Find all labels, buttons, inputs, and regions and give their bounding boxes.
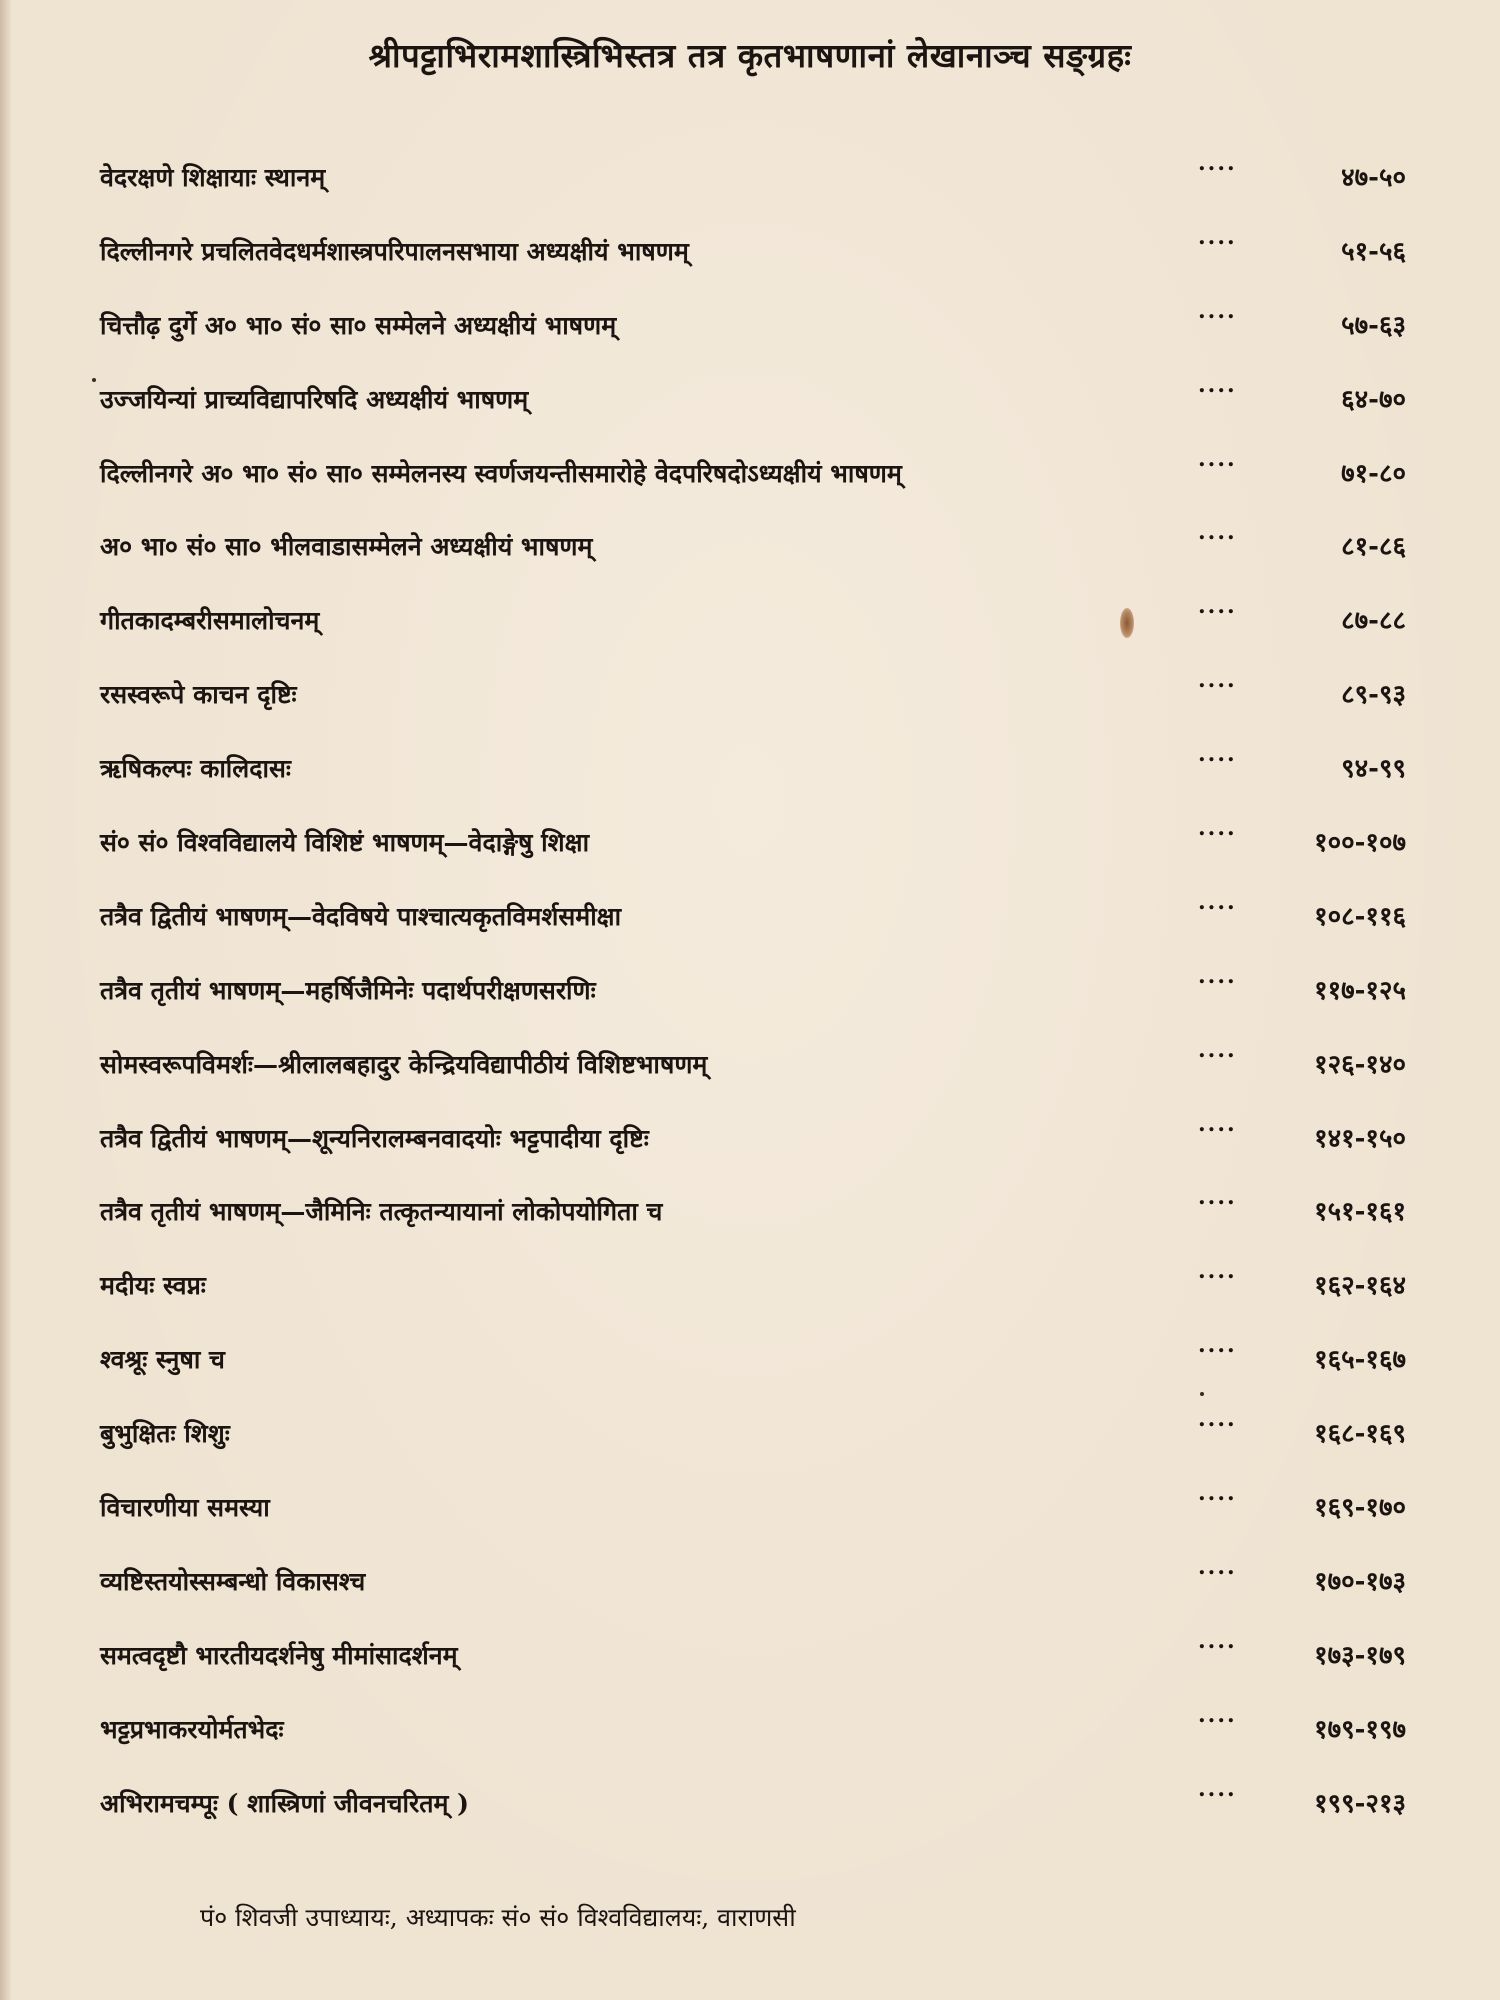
contents-entry: [100, 150, 1412, 224]
entry-page-range: १६९-१७०: [1314, 1493, 1406, 1524]
contents-entry: [100, 1111, 1412, 1185]
contents-entry: [100, 1406, 1412, 1480]
paper-speck: [92, 378, 96, 382]
entry-page-range: १९९-२१३: [1314, 1788, 1406, 1819]
entry-page-range: ८१-८६: [1341, 532, 1406, 563]
entry-leader-dots: ....: [1198, 445, 1237, 472]
contents-entry: [100, 1554, 1412, 1628]
paper-speck: [1200, 1392, 1204, 1396]
entry-title: ऋषिकल्पः कालिदासः: [100, 754, 291, 784]
entry-leader-dots: ....: [1198, 741, 1237, 768]
entry-title: समत्वदृष्टौ भारतीयदर्शनेषु मीमांसादर्शनम्: [100, 1640, 458, 1670]
entry-title: तत्रैव द्वितीयं भाषणम्—वेदविषये पाश्चात्यकृतविमर्शसमीक्षा: [100, 901, 622, 931]
entry-title: गीतकादम्बरीसमालोचनम्: [100, 606, 320, 636]
entry-page-range: ११७-१२५: [1314, 975, 1406, 1006]
entry-leader-dots: ....: [1198, 150, 1237, 176]
entry-page-range: १४१-१५०: [1314, 1123, 1406, 1154]
contents-entry: [100, 1776, 1412, 1850]
entry-page-range: ९४-९९: [1341, 754, 1406, 785]
entry-title: मदीयः स्वप्नः: [100, 1271, 206, 1301]
entry-leader-dots: ....: [1198, 223, 1237, 250]
contents-entry: [100, 372, 1412, 446]
entry-page-range: १७३-१७९: [1314, 1640, 1406, 1671]
entry-title: सं० सं० विश्वविद्यालये विशिष्टं भाषणम्—वेदाङ्गेषु शिक्षा: [100, 828, 590, 858]
contents-entry: [100, 815, 1412, 889]
entry-page-range: १२६-१४०: [1314, 1049, 1406, 1080]
entry-page-range: १७९-१९७: [1314, 1714, 1406, 1745]
entry-title: उज्जयिन्यां प्राच्यविद्यापरिषदि अध्यक्षीयं भाषणम्: [100, 384, 529, 414]
entry-leader-dots: ....: [1198, 1775, 1237, 1802]
contents-entry: [100, 519, 1412, 593]
contents-entry: [100, 1258, 1412, 1332]
contents-entry: [100, 1480, 1412, 1554]
page-heading: श्रीपट्टाभिरामशास्त्रिभिस्तत्र तत्र कृतभाषणानां लेखानाञ्च सङ्ग्रहः: [368, 36, 1132, 75]
entry-title: दिल्लीनगरे अ० भा० सं० सा० सम्मेलनस्य स्वर्णजयन्तीसमारोहे वेदपरिषदोऽध्यक्षीयं भाषणम्: [100, 458, 902, 488]
entry-page-range: १५१-१६१: [1314, 1197, 1406, 1228]
entry-leader-dots: ....: [1198, 1184, 1237, 1211]
entry-title: अभिरामचम्पूः ( शास्त्रिणां जीवनचरितम् ): [100, 1788, 469, 1818]
entry-leader-dots: ....: [1198, 1701, 1237, 1728]
entry-title: तत्रैव द्वितीयं भाषणम्—शून्यनिरालम्बनवादयोः भट्टपादीया दृष्टिः: [100, 1123, 649, 1153]
entry-leader-dots: ....: [1198, 1110, 1237, 1137]
contents-entry: [100, 667, 1412, 741]
entry-leader-dots: ....: [1198, 1480, 1237, 1507]
entry-leader-dots: ....: [1198, 667, 1237, 694]
entry-leader-dots: ....: [1198, 888, 1237, 915]
page-edge-shadow: [0, 0, 12, 2000]
entry-page-range: ७१-८०: [1341, 458, 1406, 489]
entry-title: चित्तौढ़ दुर्गे अ० भा० सं० सा० सम्मेलने अध्यक्षीयं भाषणम्: [100, 310, 617, 340]
entry-leader-dots: ....: [1198, 815, 1237, 842]
entry-title: तत्रैव तृतीयं भाषणम्—जैमिनिः तत्कृतन्यायानां लोकोपयोगिता च: [100, 1197, 663, 1227]
contents-entry: [100, 889, 1412, 963]
contents-entry: [100, 1037, 1412, 1111]
entry-title: बुभुक्षितः शिशुः: [100, 1419, 230, 1449]
entry-leader-dots: ....: [1198, 962, 1237, 989]
entry-title: अ० भा० सं० सा० भीलवाडासम्मेलने अध्यक्षीयं भाषणम्: [100, 532, 593, 562]
entry-title: व्यष्टिस्तयोस्सम्बन्धो विकासश्च: [100, 1566, 366, 1596]
contents-list: [100, 150, 1412, 1849]
entry-title: वेदरक्षणे शिक्षायाः स्थानम्: [100, 163, 326, 192]
entry-title: सोमस्वरूपविमर्शः—श्रीलालबहादुर केन्द्रियविद्यापीठीयं विशिष्टभाषणम्: [100, 1049, 708, 1079]
entry-title: विचारणीया समस्या: [100, 1493, 270, 1523]
entry-page-range: १६५-१६७: [1314, 1345, 1406, 1376]
footer-credit: पं० शिवजी उपाध्यायः, अध्यापकः सं० सं० विश्वविद्यालयः, वाराणसी: [200, 1903, 796, 1932]
entry-leader-dots: ....: [1198, 1627, 1237, 1654]
entry-page-range: ४७-५०: [1341, 163, 1406, 193]
entry-page-range: १६८-१६९: [1314, 1419, 1406, 1450]
entry-leader-dots: ....: [1198, 593, 1237, 620]
entry-leader-dots: ....: [1198, 519, 1237, 546]
contents-entry: [100, 1628, 1412, 1702]
entry-title: तत्रैव तृतीयं भाषणम्—महर्षिजैमिनेः पदार्थपरीक्षणसरणिः: [100, 975, 596, 1005]
contents-entry: [100, 1332, 1412, 1406]
entry-page-range: १००-१०७: [1314, 828, 1406, 859]
entry-title: दिल्लीनगरे प्रचलितवेदधर्मशास्त्रपरिपालनसभाया अध्यक्षीयं भाषणम्: [100, 236, 689, 266]
entry-leader-dots: ....: [1198, 1036, 1237, 1063]
contents-entry: [100, 741, 1412, 815]
entry-page-range: ८७-८८: [1341, 606, 1406, 637]
entry-leader-dots: ....: [1198, 1258, 1237, 1285]
contents-entry: [100, 1184, 1412, 1258]
entry-page-range: ६४-७०: [1341, 384, 1406, 415]
contents-entry: [100, 1702, 1412, 1776]
entry-leader-dots: ....: [1198, 1553, 1237, 1580]
entry-leader-dots: ....: [1198, 1406, 1237, 1433]
entry-page-range: ८९-९३: [1341, 680, 1406, 711]
entry-leader-dots: ....: [1198, 371, 1237, 398]
entry-page-range: ५१-५६: [1341, 236, 1406, 267]
entry-title: श्वश्रूः स्नुषा च: [100, 1345, 225, 1375]
entry-page-range: ५७-६३: [1341, 310, 1406, 341]
contents-entry: [100, 446, 1412, 520]
contents-entry: [100, 593, 1412, 667]
entry-leader-dots: ....: [1198, 1332, 1237, 1359]
entry-page-range: १७०-१७३: [1314, 1566, 1406, 1597]
entry-title: भट्टप्रभाकरयोर्मतभेदः: [100, 1714, 284, 1744]
contents-entry: [100, 298, 1412, 372]
entry-leader-dots: ....: [1198, 297, 1237, 324]
entry-page-range: १०८-११६: [1314, 901, 1406, 932]
entry-title: रसस्वरूपे काचन दृष्टिः: [100, 680, 297, 710]
paper-stain: [1120, 608, 1134, 638]
contents-entry: [100, 963, 1412, 1037]
contents-entry: [100, 224, 1412, 298]
entry-page-range: १६२-१६४: [1314, 1271, 1406, 1302]
